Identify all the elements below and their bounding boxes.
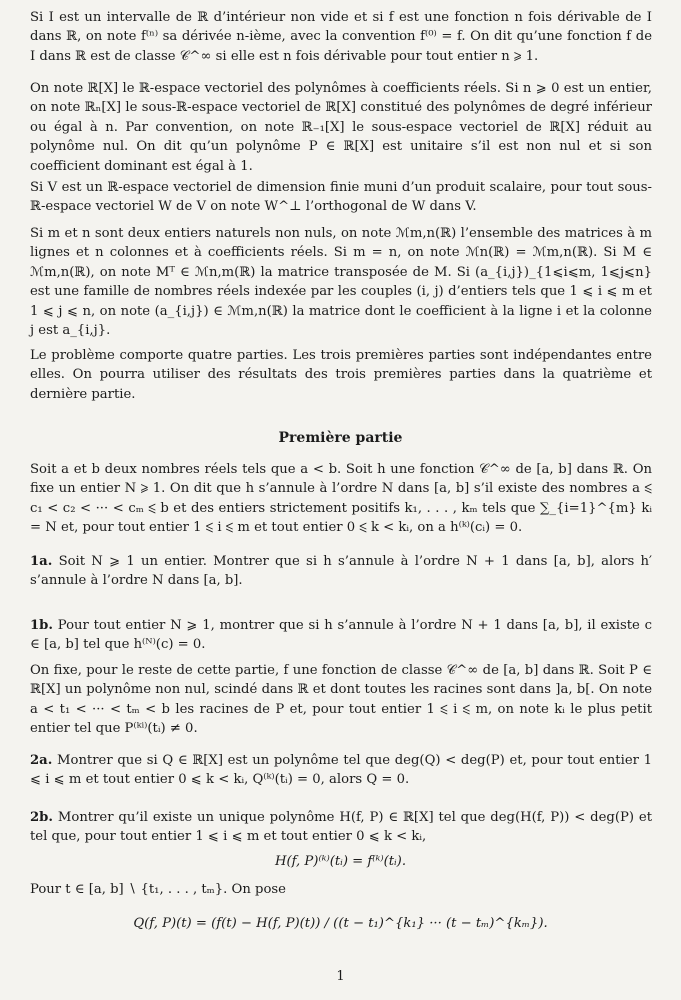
question-text: Soit N ⩾ 1 un entier. Montrer que si h s’annule à l’ordre N + 1 dans [a, b], alors h′ s’annule à l’ordre N dans [a, b]. (30, 554, 652, 589)
question-text: Pour tout entier N ⩾ 1, montrer que si h s’annule à l’ordre N + 1 dans [a, b], il existe c ∈ [a, b] tel que h⁽ᴺ⁾(c) = 0. (30, 618, 652, 653)
pose-line: Pour t ∈ [a, b] ∖ {t₁, . . . , tₘ}. On pose (30, 882, 286, 897)
setup-paragraph: On fixe, pour le reste de cette partie, f une fonction de classe 𝒞^∞ de [a, b] dans ℝ. Soit P ∈ ℝ[X] un polynôme non nul, scindé dans ℝ et dont toutes les racines sont dans ]a, b[. On note a < t₁ < ··· < tₘ < b les racines de P et, pour tout entier 1 ⩽ i ⩽ m, on note kᵢ le plus petit entier tel que P⁽ᵏⁱ⁾(tᵢ) ≠ 0. (30, 663, 652, 737)
question-1b (30, 616, 652, 655)
question-2a (30, 751, 652, 790)
intro-paragraph-4: Si m et n sont deux entiers naturels non nuls, on note ℳm,n(ℝ) l’ensemble des matrices à m lignes et n colonnes et à coefficients réels. Si m = n, on note ℳn(ℝ) = ℳm,n(ℝ). Si M ∈ ℳm,n(ℝ), on note Mᵀ ∈ ℳn,m(ℝ) la matrice transposée de M. Si (a_{i,j})_{1⩽i⩽m, 1⩽j⩽n} est une famille de nombres réels indexée par les couples (i, j) d’entiers tels que 1 ⩽ i ⩽ m et 1 ⩽ j ⩽ n, on note (a_{i,j}) ∈ ℳm,n(ℝ) la matrice dont le coefficient à la ligne i et la colonne j est a_{i,j}. (30, 226, 652, 339)
question-label: 2a. (30, 753, 53, 768)
page-number: 1 (336, 969, 345, 984)
question-2b (30, 808, 652, 847)
intro-paragraph-3: Si V est un ℝ-espace vectoriel de dimension finie muni d’un produit scalaire, pour tout sous-ℝ-espace vectoriel W de V on note W^⊥ l’orthogonal de W dans V. (30, 180, 652, 215)
section-title: Première partie (278, 430, 403, 446)
formula-q-definition: Q(f, P)(t) = (f(t) − H(f, P)(t)) / ((t − t₁)^{k₁} ··· (t − tₘ)^{kₘ}). (133, 916, 548, 931)
question-text: Montrer que si Q ∈ ℝ[X] est un polynôme tel que deg(Q) < deg(P) et, pour tout entier 1 ⩽ i ⩽ m et tout entier 0 ⩽ k < kᵢ, Q⁽ᵏ⁾(tᵢ) = 0, alors Q = 0. (30, 753, 652, 788)
question-label: 2b. (30, 810, 53, 825)
question-label: 1a. (30, 554, 53, 569)
formula-h-condition: H(f, P)⁽ᵏ⁾(tᵢ) = f⁽ᵏ⁾(tᵢ). (274, 854, 407, 869)
intro-paragraph-2: On note ℝ[X] le ℝ-espace vectoriel des polynômes à coefficients réels. Si n ⩾ 0 est un entier, on note ℝₙ[X] le sous-ℝ-espace vectoriel de ℝ[X] constitué des polynômes de degré inférieur ou égal à n. Par convention, on note ℝ₋₁[X] le sous-espace vectoriel de ℝ[X] réduit au polynôme nul. On dit qu’un polynôme P ∈ ℝ[X] est unitaire s’il est non nul et si son coefficient dominant est égal à 1. (30, 81, 652, 174)
question-1a (30, 552, 652, 591)
question-text: Montrer qu’il existe un unique polynôme H(f, P) ∈ ℝ[X] tel que deg(H(f, P)) < deg(P) et tel que, pour tout entier 1 ⩽ i ⩽ m et tout entier 0 ⩽ k < kᵢ, (30, 810, 652, 845)
intro-paragraph-1: Si I est un intervalle de ℝ d’intérieur non vide et si f est une fonction n fois dérivable de I dans ℝ, on note f⁽ⁿ⁾ sa dérivée n-ième, avec la convention f⁽⁰⁾ = f. On dit qu’une fonction f de I dans ℝ est de classe 𝒞^∞ si elle est n fois dérivable pour tout entier n ⩾ 1. (30, 10, 652, 64)
part1-intro: Soit a et b deux nombres réels tels que a < b. Soit h une fonction 𝒞^∞ de [a, b] dans ℝ. On fixe un entier N ⩾ 1. On dit que h s’annule à l’ordre N dans [a, b] s’il existe des nombres a ⩽ c₁ < c₂ < ··· < cₘ ⩽ b et des entiers strictement positifs k₁, . . . , kₘ tels que ∑_{i=1}^{m} kᵢ = N et, pour tout entier 1 ⩽ i ⩽ m et tout entier 0 ⩽ k < kᵢ, on a h⁽ᵏ⁾(cᵢ) = 0. (30, 462, 652, 536)
intro-paragraph-5: Le problème comporte quatre parties. Les trois premières parties sont indépendantes entre elles. On pourra utiliser des résultats des trois premières parties dans la quatrième et dernière partie. (30, 348, 652, 402)
question-label: 1b. (30, 618, 53, 633)
